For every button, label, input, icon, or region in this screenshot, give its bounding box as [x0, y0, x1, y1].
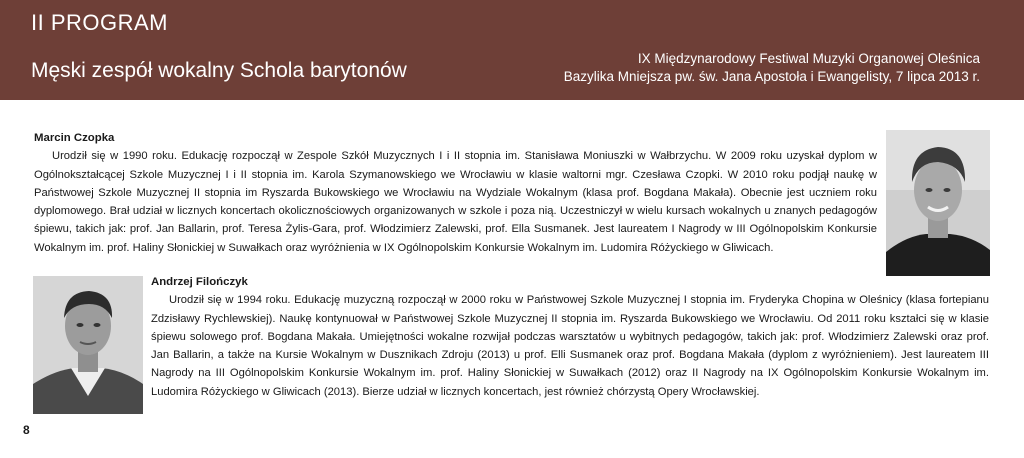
- biography-text: Urodził się w 1994 roku. Edukację muzyczną rozpoczął w 2000 roku w Państwowej Szkole Muzycznej I stopnia im. Fryderyka Chopina w Oleśnicy (klasa fortepianu Zdzisławy Rychlewskiej). Naukę kontynuował w Państwowej Szkole Muzycznej II stopnia im. Ryszarda Bukowskiego we Wrocławiu. Od 2011 roku kształci się w klasie śpiewu solowego prof. Bogdana Makała. Umiejętności wokalne rozwijał podczas warsztatów u wybitnych pedagogów, takich jak: prof. Włodzimierz Zalewski oraz prof. Jan Ballarin, a także na Kursie Wokalnym w Dusznikach Zdroju (2013) u prof. Elli Susmanek oraz prof. Bogdana Makała (dyplom z wyróżnieniem). Jest laureatem III Nagrody na III Ogólnopolskim Konkursie Wokalnym im. prof. Haliny Słonickiej w Suwałkach (2012) oraz II Nagrody na IX Ogólnopolskim Konkursie Wokalnym im. Ludomira Różyckiego w Gliwicach (2013). Bierze udział w licznych koncertach, jest również chórzystą Opery Wrocławskiej.: [151, 294, 989, 398]
- ensemble-title: Męski zespół wokalny Schola barytonów: [31, 59, 407, 82]
- festival-name: IX Międzynarodowy Festiwal Muzyki Organowej Oleśnica: [637, 51, 980, 66]
- page-number: 8: [23, 423, 30, 437]
- performer-name: Andrzej Filończyk: [151, 276, 248, 288]
- performer-name: Marcin Czopka: [34, 132, 115, 144]
- header-banner: [0, 0, 1024, 100]
- portrait-image: [886, 130, 990, 276]
- biography-text: Urodził się w 1990 roku. Edukację rozpoczął w Zespole Szkół Muzycznych I i II stopnia im. Stanisława Moniuszki w Wałbrzychu. W 2009 roku uzyskał dyplom w Ogólnokształcącej Szkole Muzycznej I i II stopnia im. Karola Szymanowskiego we Wrocławiu w klasie waltorni mgr. Czesława Czopki. W 2010 roku podjął naukę w Państwowej Szkole Muzycznej II stopnia im Ryszarda Bukowskiego we Wrocławiu na Wydziale Wokalnym (klasa prof. Bogdana Makała). Obecnie jest uczniem roku dyplomowego. Brał udział w licznych koncertach okolicznościowych organizowanych w szkole i poza nią. Uczestniczył w wielu kursach wokalnych u znanych pedagogów śpiewu, takich jak: prof. Jan Ballarin, prof. Teresa Żylis-Gara, prof. Włodzimierz Zalewski, prof. Ella Susmanek. Jest laureatem I Nagrody w III Ogólnopolskim Konkursie Wokalnym im. prof. Haliny Słonickiej w Suwałkach oraz wyróżnienia w IX Ogólnopolskim Konkursie Wokalnym im. Ludomira Różyckiego w Gliwicach.: [34, 150, 877, 254]
- program-title: II PROGRAM: [31, 10, 169, 35]
- festival-info: [564, 50, 980, 86]
- biography-marcin-czopka: [34, 129, 877, 257]
- portrait-photo-andrzej-filonczyk: [33, 276, 143, 414]
- festival-venue-date: Bazylika Mniejsza pw. św. Jana Apostoła i Ewangelisty, 7 lipca 2013 r.: [563, 69, 980, 84]
- biography-andrzej-filonczyk: [151, 273, 989, 401]
- portrait-image: [33, 276, 143, 414]
- portrait-photo-marcin-czopka: [886, 130, 990, 276]
